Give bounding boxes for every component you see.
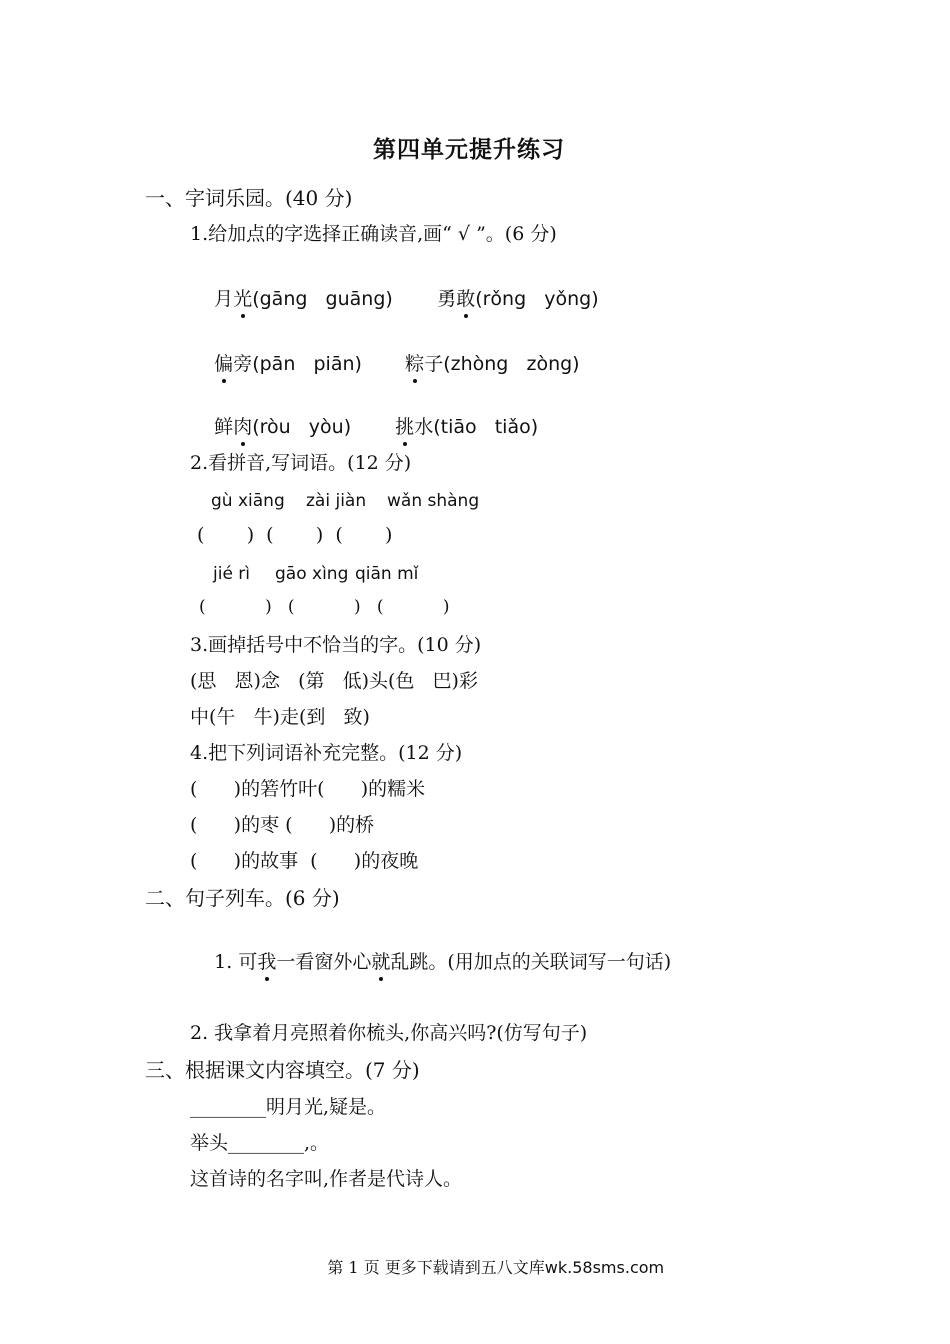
q2-prompt: 2.看拼音,写词语。(12 分) bbox=[190, 452, 412, 474]
dotted-char: 肉 bbox=[233, 416, 253, 438]
q3-line: (思 恩)念 (第 低)头(色 巴)彩 bbox=[190, 670, 478, 692]
q1-item: 挑水(tiāo tiǎo) bbox=[395, 416, 539, 438]
pinyin-word: qiān mǐ bbox=[355, 564, 419, 584]
dotted-char: 就 bbox=[371, 951, 391, 973]
pinyin-options: (rǒng yǒng) bbox=[475, 288, 599, 310]
pinyin-word: wǎn shàng bbox=[387, 491, 480, 511]
fill-line[interactable]: ________明月光,疑是。 bbox=[190, 1096, 387, 1118]
dotted-char: 我 bbox=[257, 951, 277, 973]
section-2-heading: 二、句子列车。(6 分) bbox=[145, 886, 340, 910]
fill-line[interactable]: 举头________,。 bbox=[190, 1132, 330, 1154]
pinyin-options: (pān piān) bbox=[252, 353, 362, 375]
dotted-char: 粽 bbox=[405, 353, 425, 375]
s2-q2: 2. 我拿着月亮照着你梳头,你高兴吗?(仿写句子) bbox=[190, 1022, 588, 1044]
footer-link[interactable]: wk.58sms.com bbox=[544, 1258, 665, 1277]
q1-item: 偏旁(pān piān) bbox=[214, 353, 362, 375]
q1-item: 月光(gāng guāng) bbox=[214, 288, 393, 310]
footer-text: 第 1 页 更多下载请到五八文库 bbox=[327, 1258, 545, 1277]
fill-line: 这首诗的名字叫,作者是代诗人。 bbox=[190, 1168, 463, 1190]
q4-line[interactable]: ( )的枣 ( )的桥 bbox=[190, 814, 375, 836]
pinyin-word: gāo xìng bbox=[275, 564, 349, 584]
pinyin-options: (ròu yòu) bbox=[252, 416, 352, 438]
pinyin-word: gù xiāng bbox=[211, 491, 285, 511]
pinyin-word: jié rì bbox=[213, 564, 251, 584]
q3-prompt: 3.画掉括号中不恰当的字。(10 分) bbox=[190, 634, 482, 656]
answer-blanks[interactable]: ( ) ( ) ( ) bbox=[197, 524, 393, 546]
pinyin-options: (tiāo tiǎo) bbox=[433, 416, 539, 438]
section-1-heading: 一、字词乐园。(40 分) bbox=[145, 186, 353, 210]
q4-line[interactable]: ( )的故事 ( )的夜晚 bbox=[190, 850, 419, 872]
q4-prompt: 4.把下列词语补充完整。(12 分) bbox=[190, 742, 463, 764]
pinyin-options: (gāng guāng) bbox=[252, 288, 393, 310]
page-title: 第四单元提升练习 bbox=[373, 136, 565, 163]
pinyin-word: zài jiàn bbox=[306, 491, 367, 511]
pinyin-options: (zhòng zòng) bbox=[443, 353, 580, 375]
s2-q1: 1. 可我一看窗外心就乱跳。(用加点的关联词写一句话) bbox=[214, 951, 672, 973]
section-3-heading: 三、根据课文内容填空。(7 分) bbox=[145, 1058, 420, 1082]
q1-item: 鲜肉(ròu yòu) bbox=[214, 416, 352, 438]
dotted-char: 偏 bbox=[214, 353, 234, 375]
answer-blanks[interactable]: ( ) ( ) ( ) bbox=[199, 597, 450, 617]
q1-item: 粽子(zhòng zòng) bbox=[405, 353, 580, 375]
dotted-char: 光 bbox=[233, 288, 253, 310]
q4-line[interactable]: ( )的箬竹叶( )的糯米 bbox=[190, 778, 426, 800]
q3-line: 中(午 牛)走(到 致) bbox=[190, 706, 370, 728]
q1-item: 勇敢(rǒng yǒng) bbox=[437, 288, 599, 310]
page-footer bbox=[307, 1244, 664, 1292]
dotted-char: 挑 bbox=[395, 416, 415, 438]
dotted-char: 敢 bbox=[456, 288, 476, 310]
q1-prompt: 1.给加点的字选择正确读音,画“ √ ”。(6 分) bbox=[190, 223, 557, 245]
